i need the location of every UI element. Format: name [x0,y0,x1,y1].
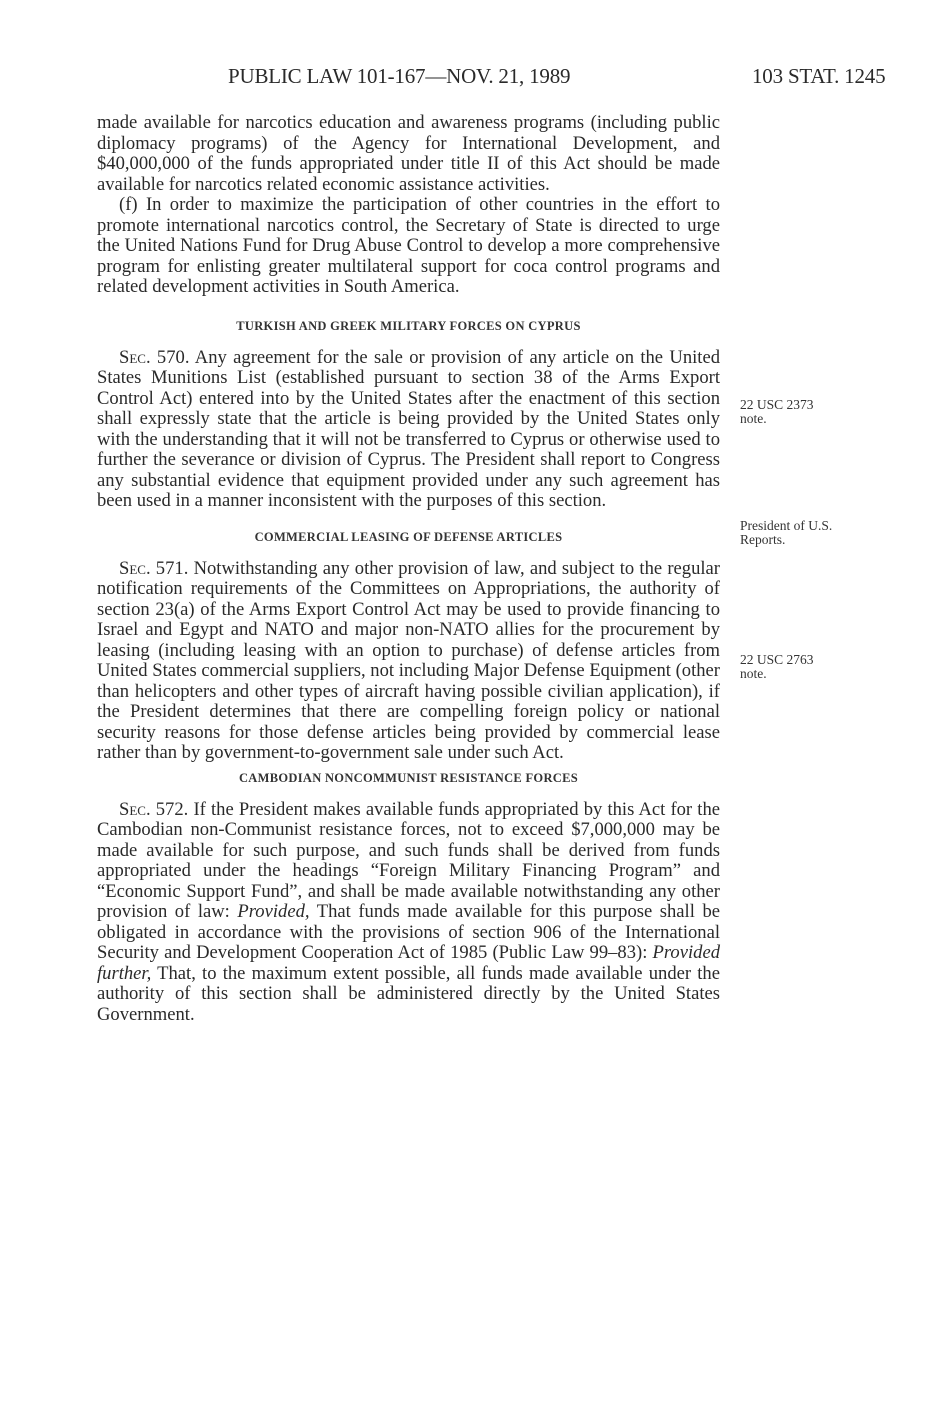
section-571-label: Sec. 571. [119,557,189,579]
margin-note-usc-2373 [740,398,814,426]
statute-page-number: 103 STAT. 1245 [752,64,886,88]
margin-note-line: 22 USC 2373 [740,397,814,412]
margin-note-usc-2763 [740,653,814,681]
page-header [0,64,940,94]
provided-further-italic: Provided further, [97,942,720,984]
section-570-label: Sec. 570. [119,346,190,368]
section-572-label: Sec. 572. [119,798,189,820]
public-law-title: PUBLIC LAW 101-167—NOV. 21, 1989 [228,64,571,88]
margin-note-line: President of U.S. [740,518,833,533]
document-body [97,113,720,1025]
section-570-body: Any agreement for the sale or provision of any article on the United States Munitions List (established pursuant to section 38 of the Arms Export Control Act) entered into by the United States after the enactment of this section shall expressly state that the article is being provided by the United States only with the understanding that it will not be transferred to Cyprus or otherwise used to further the severance or division of Cyprus. The President shall report to Congress any substantial evidence that equipment provided under any such agreement has been used in a manner inconsistent with the purposes of this section. [97,346,720,511]
section-572-text [97,800,720,1026]
margin-note-line: note. [740,411,767,426]
paragraph-continuation: made available for narcotics education and awareness programs (including public diplomacy programs) of the Agency for International Development, and $40,000,000 of the funds appropriated under title II of this Act should be made available for narcotics related economic assistance activities. [97,112,720,195]
section-572-body-b: That funds made available for this purpose shall be obligated in accordance with the provisions of section 906 of the International Security and Development Cooperation Act of 1985 (Public Law 99–83): [97,901,720,963]
section-570-heading: TURKISH AND GREEK MILITARY FORCES ON CYPRUS [236,318,581,333]
paragraph-f: (f) In order to maximize the participation of other countries in the effort to promote international narcotics control, the Secretary of State is directed to urge the United Nations Fund for Drug Abuse Control to develop a more comprehensive program for enlisting greater multilateral support for coca control programs and related development activities in South America. [97,194,720,297]
section-572-body-c: That, to the maximum extent possible, all funds made available under the authority of this section shall be administered directly by the United States Government. [97,962,720,1025]
section-571-heading: COMMERCIAL LEASING OF DEFENSE ARTICLES [254,529,563,544]
section-571-body: Notwithstanding any other provision of law, and subject to the regular notification requirements of the Committees on Appropriations, the authority of section 23(a) of the Arms Export Control Act may be used to provide financing to Israel and Egypt and NATO and major non-NATO allies for the procurement by leasing (including leasing with an option to purchase) of defense articles from United States commercial suppliers, not including Major Defense Equipment (other than helicopters and other types of aircraft having possible civilian application), if the President determines that there are compelling foreign policy or national security reasons for those defense articles being provided by commercial lease rather than by government-to-government sale under such Act. [97,557,721,763]
margin-note-line: 22 USC 2763 [740,652,814,667]
margin-note-line: Reports. [740,532,786,547]
margin-note-president-reports [740,519,832,547]
section-572-body-a: If the President makes available funds appropriated by this Act for the Cambodian non-Communist resistance forces, not to exceed $7,000,000 may be made available for such purpose, and such funds shall be derived from funds appropriated under the headings “Foreign Military Financing Program” and “Economic Support Fund”, and shall be made available notwithstanding any other provision of law: [97,798,720,922]
provided-italic: Provided, [237,901,310,922]
margin-note-line: note. [740,666,767,681]
section-570-text [97,348,720,512]
section-571-text [97,559,720,764]
section-572-heading: CAMBODIAN NONCOMMUNIST RESISTANCE FORCES [238,770,578,785]
